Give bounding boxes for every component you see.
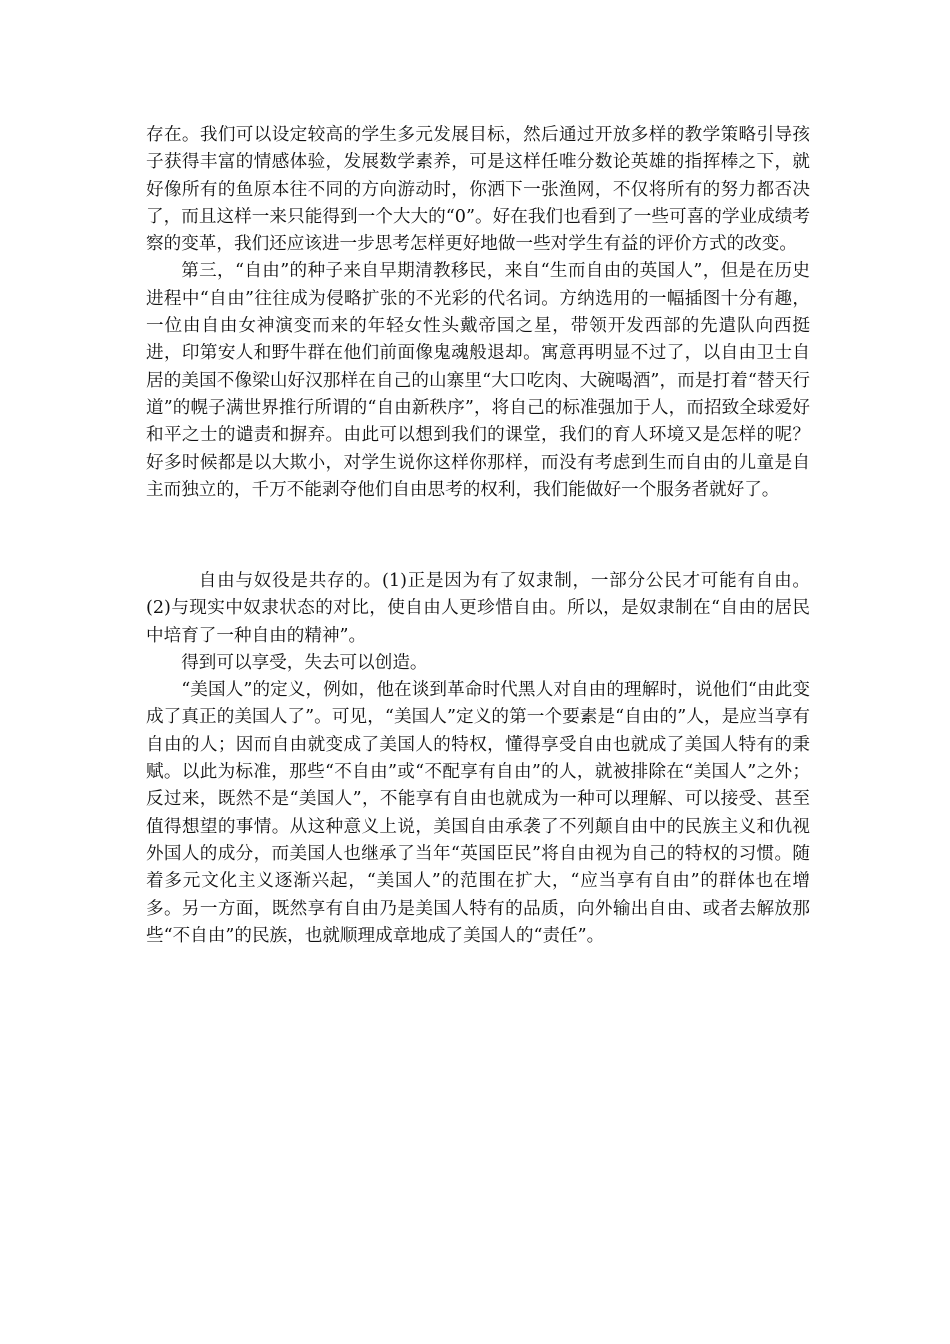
paragraph-gain-loss: 得到可以享受，失去可以创造。 xyxy=(181,652,428,673)
paragraph-third-point: 第三，“自由”的种子来自早期清教移民，来自“生而自由的英国人”，但是在历史进程中“自由”往往成为侵略扩张的不光彩的代名词。方纳选用的一幅插图十分有趣，一位由自由女神演变而来的年轻女性头戴帝国之星，带领开发西部的先遣队向西挺进，印第安人和野牛群在他们前面像鬼魂般退却。寓意再明显不过了，以自由卫士自居的美国不像梁山好汉那样在自己的山寨里“大口吃肉、大碗喝酒”，而是打着“替天行道”的幌子满世界推行所谓的“自由新秩序”，将自己的标准强加于人，而招致全球爱好和平之士的谴责和摒弃。由此可以想到我们的课堂，我们的育人环境又是怎样的呢？好多时候都是以大欺小，对学生说你这样你那样，而没有考虑到生而自由的儿童是自主而独立的，千万不能剥夺他们自由思考的权利，我们能做好一个服务者就好了。 xyxy=(146,261,810,500)
text-section-top xyxy=(146,122,810,504)
text-section-bottom xyxy=(146,568,810,950)
paragraph-american-definition: “美国人”的定义，例如，他在谈到革命时代黑人对自由的理解时，说他们“由此变成了真正的美国人了”。可见，“美国人”定义的第一个要素是“自由的”人，是应当享有自由的人；因而自由就变成了美国人的特权，懂得享受自由也就成了美国人特有的秉赋。以此为标准，那些“不自由”或“不配享有自由”的人，就被排除在“美国人”之外；反过来，既然不是“美国人”，不能享有自由也就成为一种可以理解、可以接受、甚至值得想望的事情。从这种意义上说，美国自由承袭了不列颠自由中的民族主义和仇视外国人的成分，而美国人也继承了当年“英国臣民”将自由视为自己的特权的习惯。随着多元文化主义逐渐兴起，“美国人”的范围在扩大，“应当享有自由”的群体也在增多。另一方面，既然享有自由乃是美国人特有的品质，向外输出自由、或者去解放那些“不自由”的民族，也就顺理成章地成了美国人的“责任”。 xyxy=(146,680,810,946)
paragraph-continued: 存在。我们可以设定较高的学生多元发展目标，然后通过开放多样的教学策略引导孩子获得丰富的情感体验，发展数学素养，可是这样任唯分数论英雄的指挥棒之下，就好像所有的鱼原本往不同的方向游动时，你洒下一张渔网，不仅将所有的努力都否决了，而且这样一来只能得到一个大大的“0”。好在我们也看到了一些可喜的学业成绩考察的变革，我们还应该进一步思考怎样更好地做一些对学生有益的评价方式的改变。 xyxy=(146,125,810,255)
paragraph-freedom-slavery: 自由与奴役是共存的。(1)正是因为有了奴隶制，一部分公民才可能有自由。(2)与现实中奴隶状态的对比，使自由人更珍惜自由。所以，是奴隶制在“自由的居民中培育了一种自由的精神”。 xyxy=(146,571,810,646)
